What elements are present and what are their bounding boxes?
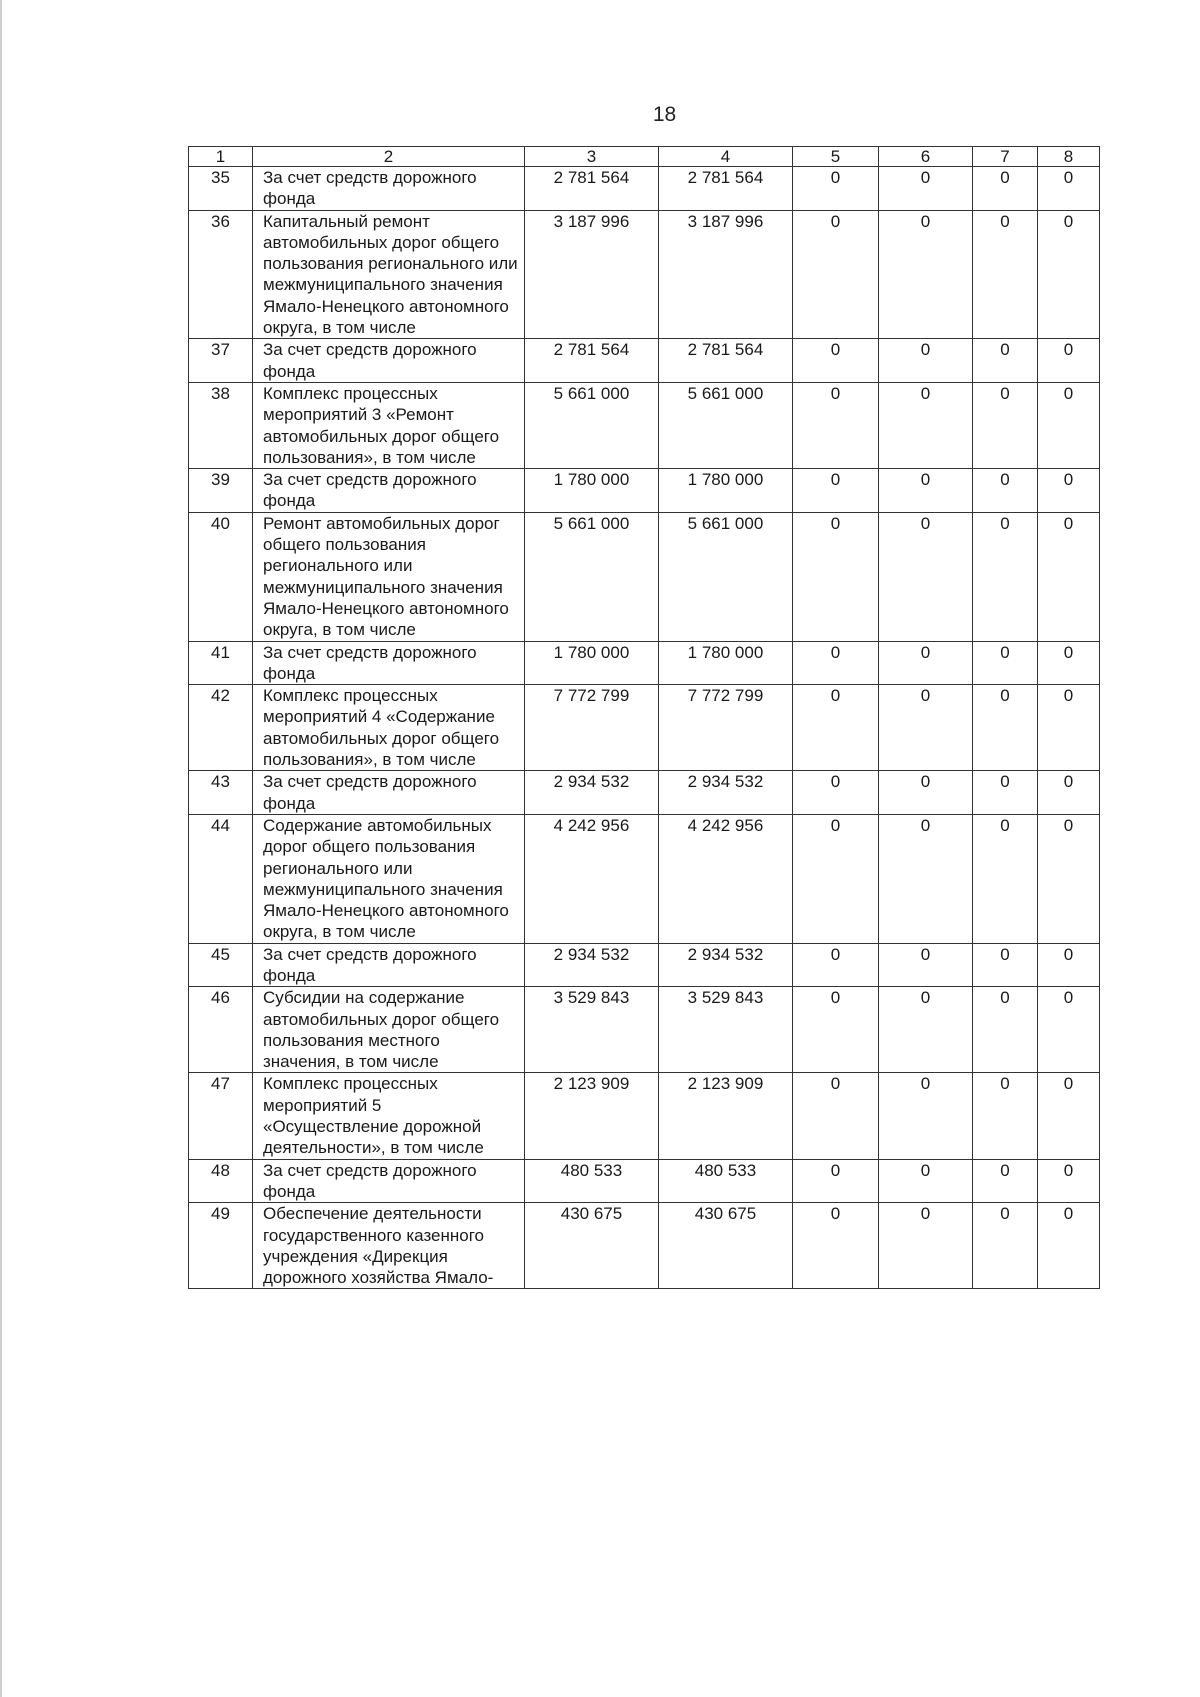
amount-cell: 5 661 000 [525, 512, 659, 641]
value-cell: 0 [973, 641, 1038, 685]
item-name-cell: Комплекс процессных мероприятий 4 «Содержание автомобильных дорог общего пользования», в том числе [253, 685, 525, 771]
value-cell: 0 [793, 771, 879, 815]
value-cell: 0 [1038, 641, 1100, 685]
value-cell: 0 [973, 1073, 1038, 1159]
value-cell: 0 [973, 512, 1038, 641]
table-row [189, 1073, 1100, 1159]
row-number-cell: 49 [189, 1203, 253, 1289]
value-cell: 0 [1038, 685, 1100, 771]
value-cell: 0 [973, 987, 1038, 1073]
amount-cell: 3 187 996 [659, 210, 793, 339]
page-number: 18 [652, 103, 677, 126]
value-cell: 0 [1038, 339, 1100, 383]
amount-cell: 2 781 564 [659, 339, 793, 383]
value-cell: 0 [879, 512, 973, 641]
amount-cell: 2 781 564 [525, 167, 659, 211]
table-row [189, 943, 1100, 987]
amount-cell: 480 533 [525, 1159, 659, 1203]
value-cell: 0 [793, 641, 879, 685]
item-name-cell: За счет средств дорожного фонда [253, 167, 525, 211]
row-number-cell: 47 [189, 1073, 253, 1159]
value-cell: 0 [973, 771, 1038, 815]
row-number-cell: 38 [189, 382, 253, 468]
amount-cell: 7 772 799 [525, 685, 659, 771]
value-cell: 0 [793, 167, 879, 211]
item-name-cell: За счет средств дорожного фонда [253, 771, 525, 815]
table-row [189, 814, 1100, 943]
table-row [189, 339, 1100, 383]
value-cell: 0 [1038, 167, 1100, 211]
value-cell: 0 [1038, 1159, 1100, 1203]
table-row [189, 210, 1100, 339]
value-cell: 0 [793, 987, 879, 1073]
value-cell: 0 [1038, 1073, 1100, 1159]
amount-cell: 430 675 [659, 1203, 793, 1289]
row-number-cell: 37 [189, 339, 253, 383]
table-row [189, 987, 1100, 1073]
value-cell: 0 [879, 469, 973, 513]
value-cell: 0 [879, 943, 973, 987]
table-row [189, 641, 1100, 685]
column-header: 8 [1038, 147, 1100, 167]
amount-cell: 2 781 564 [659, 167, 793, 211]
value-cell: 0 [793, 339, 879, 383]
value-cell: 0 [793, 685, 879, 771]
value-cell: 0 [1038, 512, 1100, 641]
column-header: 5 [793, 147, 879, 167]
column-header: 6 [879, 147, 973, 167]
value-cell: 0 [973, 1203, 1038, 1289]
amount-cell: 2 934 532 [659, 943, 793, 987]
value-cell: 0 [1038, 382, 1100, 468]
item-name-cell: За счет средств дорожного фонда [253, 469, 525, 513]
value-cell: 0 [793, 1073, 879, 1159]
row-number-cell: 36 [189, 210, 253, 339]
value-cell: 0 [879, 771, 973, 815]
table-row [189, 1203, 1100, 1289]
value-cell: 0 [879, 339, 973, 383]
row-number-cell: 44 [189, 814, 253, 943]
amount-cell: 3 529 843 [525, 987, 659, 1073]
value-cell: 0 [793, 814, 879, 943]
value-cell: 0 [879, 167, 973, 211]
amount-cell: 5 661 000 [659, 382, 793, 468]
amount-cell: 430 675 [525, 1203, 659, 1289]
value-cell: 0 [879, 1203, 973, 1289]
value-cell: 0 [879, 814, 973, 943]
table-row [189, 512, 1100, 641]
budget-table [188, 146, 1100, 1289]
value-cell: 0 [1038, 210, 1100, 339]
amount-cell: 3 187 996 [525, 210, 659, 339]
column-header: 7 [973, 147, 1038, 167]
column-header: 2 [253, 147, 525, 167]
amount-cell: 7 772 799 [659, 685, 793, 771]
value-cell: 0 [1038, 1203, 1100, 1289]
item-name-cell: Капитальный ремонт автомобильных дорог общего пользования регионального или межмуниципального значения Ямало-Ненецкого автономного округа, в том числе [253, 210, 525, 339]
value-cell: 0 [793, 512, 879, 641]
value-cell: 0 [973, 382, 1038, 468]
value-cell: 0 [793, 382, 879, 468]
value-cell: 0 [973, 943, 1038, 987]
table-row [189, 1159, 1100, 1203]
amount-cell: 5 661 000 [525, 382, 659, 468]
row-number-cell: 40 [189, 512, 253, 641]
amount-cell: 2 934 532 [525, 943, 659, 987]
table-row [189, 167, 1100, 211]
value-cell: 0 [973, 210, 1038, 339]
value-cell: 0 [793, 943, 879, 987]
value-cell: 0 [879, 641, 973, 685]
value-cell: 0 [1038, 814, 1100, 943]
value-cell: 0 [973, 167, 1038, 211]
value-cell: 0 [879, 685, 973, 771]
item-name-cell: Комплекс процессных мероприятий 3 «Ремонт автомобильных дорог общего пользования», в том числе [253, 382, 525, 468]
row-number-cell: 48 [189, 1159, 253, 1203]
value-cell: 0 [879, 1073, 973, 1159]
item-name-cell: Содержание автомобильных дорог общего пользования регионального или межмуниципального значения Ямало-Ненецкого автономного округа, в том числе [253, 814, 525, 943]
value-cell: 0 [973, 685, 1038, 771]
amount-cell: 3 529 843 [659, 987, 793, 1073]
amount-cell: 2 781 564 [525, 339, 659, 383]
table-row [189, 469, 1100, 513]
value-cell: 0 [793, 1203, 879, 1289]
value-cell: 0 [793, 1159, 879, 1203]
value-cell: 0 [1038, 469, 1100, 513]
amount-cell: 1 780 000 [525, 641, 659, 685]
row-number-cell: 42 [189, 685, 253, 771]
row-number-cell: 46 [189, 987, 253, 1073]
value-cell: 0 [879, 987, 973, 1073]
table-row [189, 685, 1100, 771]
amount-cell: 1 780 000 [525, 469, 659, 513]
table-row [189, 771, 1100, 815]
item-name-cell: За счет средств дорожного фонда [253, 1159, 525, 1203]
amount-cell: 2 934 532 [525, 771, 659, 815]
column-header: 4 [659, 147, 793, 167]
column-header: 3 [525, 147, 659, 167]
item-name-cell: Комплекс процессных мероприятий 5 «Осуществление дорожной деятельности», в том числе [253, 1073, 525, 1159]
value-cell: 0 [1038, 771, 1100, 815]
value-cell: 0 [1038, 987, 1100, 1073]
column-header: 1 [189, 147, 253, 167]
row-number-cell: 35 [189, 167, 253, 211]
amount-cell: 1 780 000 [659, 641, 793, 685]
amount-cell: 4 242 956 [659, 814, 793, 943]
row-number-cell: 39 [189, 469, 253, 513]
amount-cell: 2 123 909 [659, 1073, 793, 1159]
value-cell: 0 [973, 339, 1038, 383]
item-name-cell: За счет средств дорожного фонда [253, 943, 525, 987]
value-cell: 0 [973, 814, 1038, 943]
item-name-cell: За счет средств дорожного фонда [253, 339, 525, 383]
amount-cell: 2 934 532 [659, 771, 793, 815]
amount-cell: 1 780 000 [659, 469, 793, 513]
amount-cell: 5 661 000 [659, 512, 793, 641]
value-cell: 0 [793, 469, 879, 513]
table-row [189, 382, 1100, 468]
row-number-cell: 41 [189, 641, 253, 685]
value-cell: 0 [973, 469, 1038, 513]
table-header-row [189, 147, 1100, 167]
row-number-cell: 43 [189, 771, 253, 815]
item-name-cell: За счет средств дорожного фонда [253, 641, 525, 685]
value-cell: 0 [879, 1159, 973, 1203]
value-cell: 0 [793, 210, 879, 339]
value-cell: 0 [1038, 943, 1100, 987]
value-cell: 0 [879, 382, 973, 468]
value-cell: 0 [973, 1159, 1038, 1203]
item-name-cell: Обеспечение деятельности государственного казенного учреждения «Дирекция дорожного хозяйства Ямало- [253, 1203, 525, 1289]
row-number-cell: 45 [189, 943, 253, 987]
value-cell: 0 [879, 210, 973, 339]
amount-cell: 480 533 [659, 1159, 793, 1203]
item-name-cell: Субсидии на содержание автомобильных дорог общего пользования местного значения, в том числе [253, 987, 525, 1073]
item-name-cell: Ремонт автомобильных дорог общего пользования регионального или межмуниципального значения Ямало-Ненецкого автономного округа, в том числе [253, 512, 525, 641]
amount-cell: 2 123 909 [525, 1073, 659, 1159]
amount-cell: 4 242 956 [525, 814, 659, 943]
